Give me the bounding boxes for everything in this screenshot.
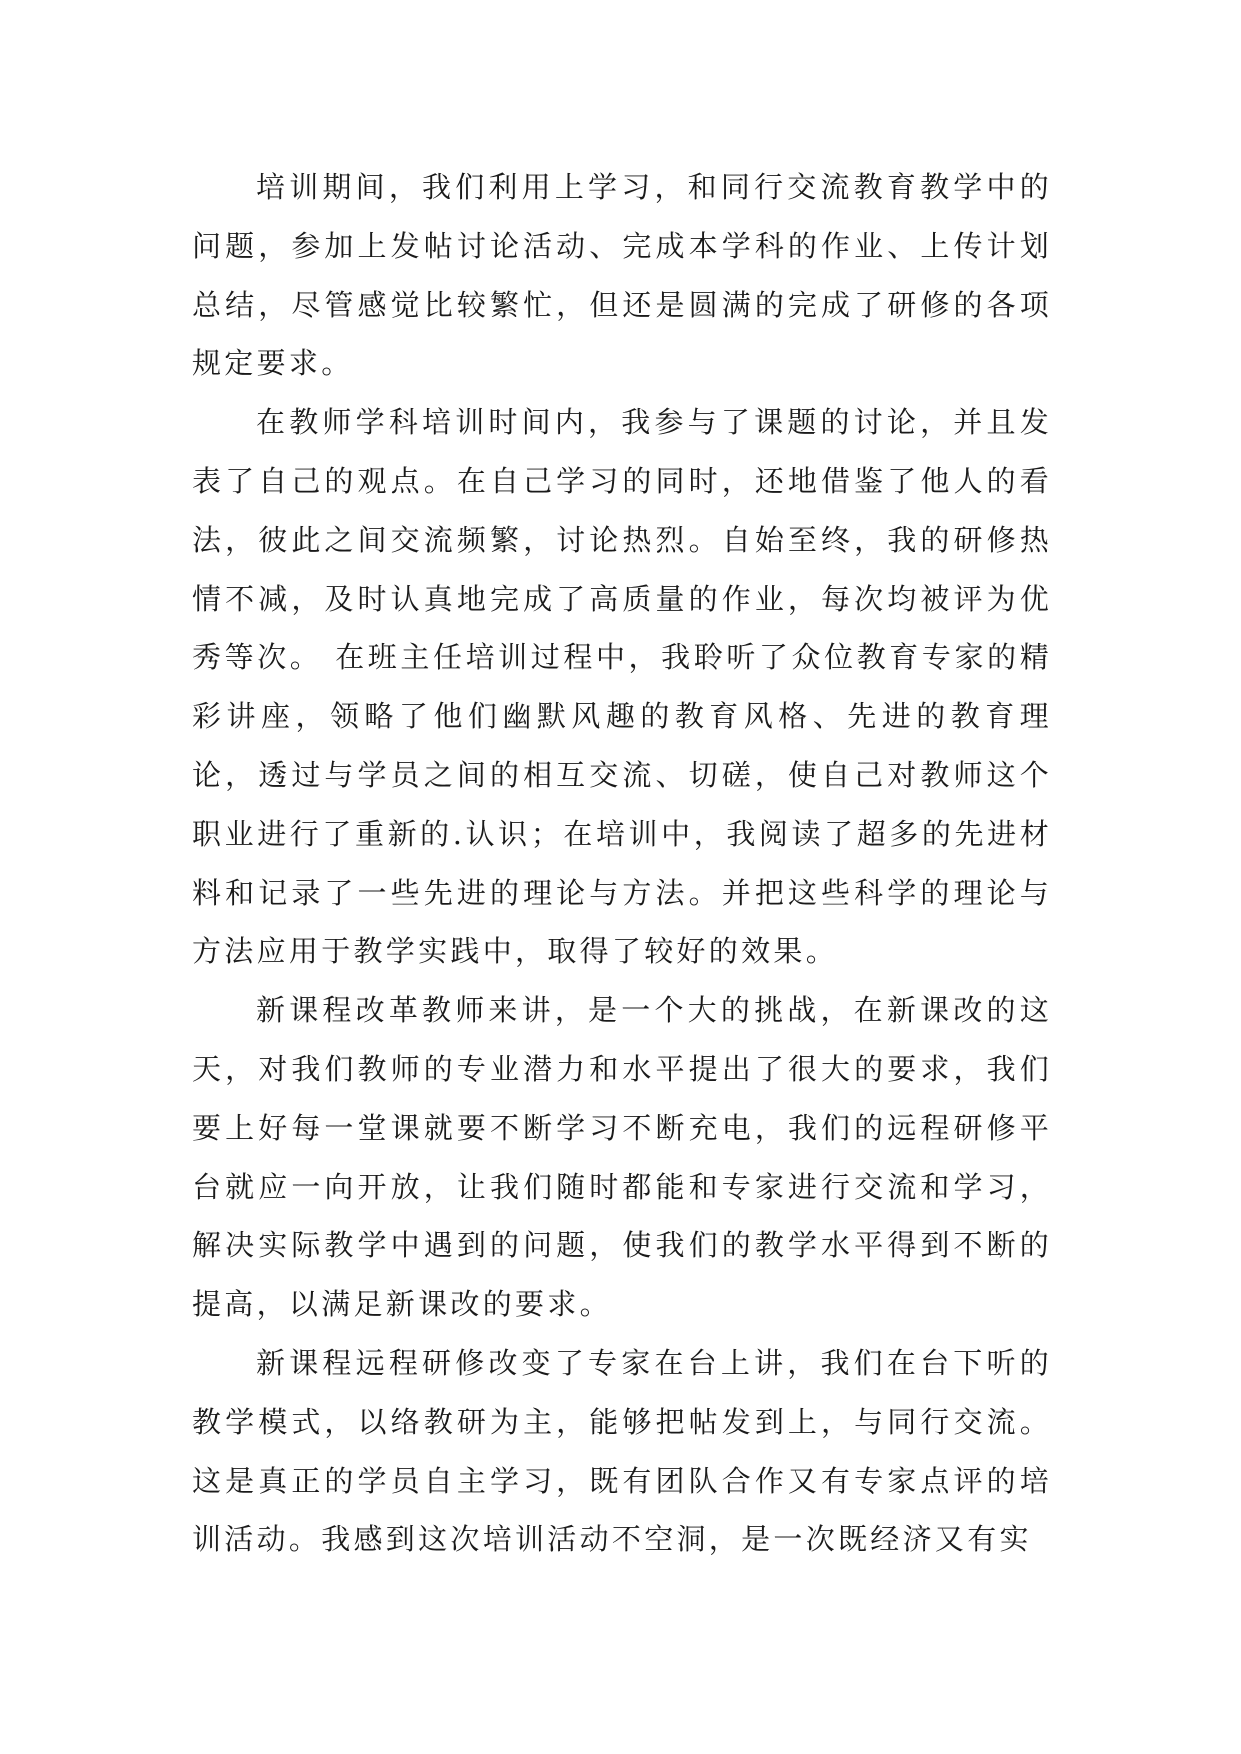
paragraph-2: 在教师学科培训时间内，我参与了课题的讨论，并且发表了自己的观点。在自己学习的同时，还地借鉴了他人的看法，彼此之间交流频繁，讨论热烈。自始至终，我的研修热情不减，及时认真地完成了高质量的作业，每次均被评为优秀等次。 在班主任培训过程中，我聆听了众位教育专家的精彩讲座，领略了他们幽默风趣的教育风格、先进的教育理论，透过与学员之间的相互交流、切磋，使自己对教师这个职业进行了重新的.认识；在培训中，我阅读了超多的先进材料和记录了一些先进的理论与方法。并把这些科学的理论与方法应用于教学实践中，取得了较好的效果。	[192, 405, 1052, 969]
paragraph-1: 培训期间，我们利用上学习，和同行交流教育教学中的问题，参加上发帖讨论活动、完成本学科的作业、上传计划总结，尽管感觉比较繁忙，但还是圆满的完成了研修的各项规定要求。	[192, 170, 1052, 381]
body-text	[192, 158, 1052, 1569]
paragraph-3: 新课程改革教师来讲，是一个大的挑战，在新课改的这天，对我们教师的专业潜力和水平提出了很大的要求，我们要上好每一堂课就要不断学习不断充电，我们的远程研修平台就应一向开放，让我们随时都能和专家进行交流和学习，解决实际教学中遇到的问题，使我们的教学水平得到不断的提高，以满足新课改的要求。	[192, 993, 1052, 1322]
paragraph-4: 新课程远程研修改变了专家在台上讲，我们在台下听的教学模式，以络教研为主，能够把帖发到上，与同行交流。这是真正的学员自主学习，既有团队合作又有专家点评的培训活动。我感到这次培训活动不空洞，是一次既经济又有实	[192, 1345, 1052, 1557]
